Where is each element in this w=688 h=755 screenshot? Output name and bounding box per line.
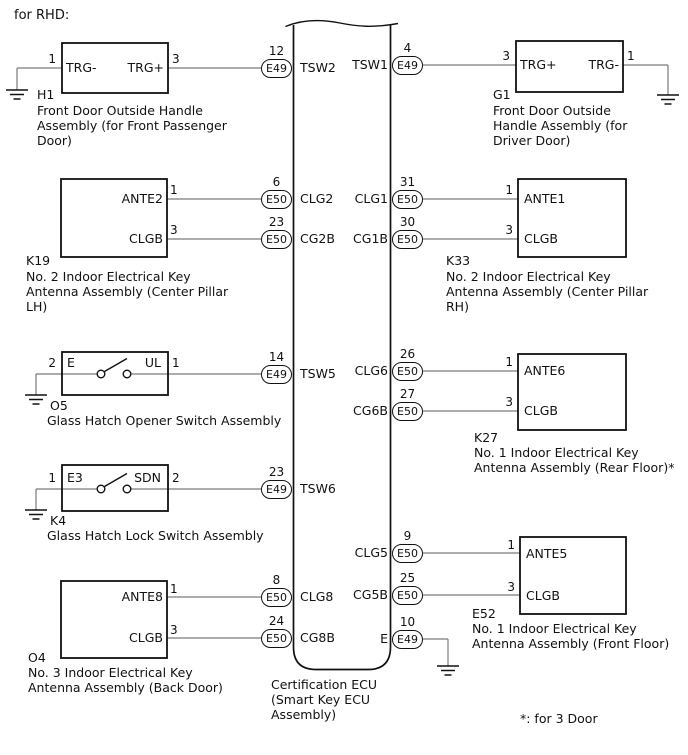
terminal-label: TRG+ — [127, 60, 164, 75]
component-name: No. 3 Indoor Electrical Key — [28, 665, 193, 680]
ecu-signal: CLG5 — [354, 545, 388, 560]
ecu-signal: CG6B — [353, 403, 388, 418]
terminal-label: ANTE1 — [524, 191, 566, 206]
component-name: Antenna Assembly (Center Pillar — [446, 284, 649, 299]
terminal-pin: 3 — [172, 52, 180, 66]
component-id: K27 — [474, 430, 499, 445]
ecu-signal: CLG1 — [354, 191, 388, 206]
terminal-label: E — [67, 355, 75, 370]
component-name: Glass Hatch Opener Switch Assembly — [47, 413, 282, 428]
pin-number: 23 — [268, 215, 285, 229]
connector-badge: E50 — [261, 588, 292, 607]
connector-badge: E49 — [392, 630, 423, 649]
connector-badge: E50 — [392, 190, 423, 209]
terminal-pin: 1 — [172, 356, 180, 370]
terminal-pin: 3 — [507, 580, 515, 594]
ecu-signal: CG5B — [353, 587, 388, 602]
terminal-label: ANTE6 — [524, 363, 566, 378]
pin-number: 14 — [268, 350, 285, 364]
connector-badge: E49 — [261, 480, 292, 499]
pin-number: 25 — [399, 571, 416, 585]
connector-badge: E50 — [392, 230, 423, 249]
terminal-label: ANTE5 — [526, 546, 568, 561]
footnote: *: for 3 Door — [520, 711, 598, 726]
ecu-signal: CG1B — [353, 231, 388, 246]
component-id: K33 — [446, 253, 471, 268]
component-name: Assembly (for Front Passenger — [37, 118, 227, 133]
ecu-signal: CG2B — [300, 231, 335, 246]
ground-icon — [25, 395, 47, 404]
pin-number: 30 — [399, 215, 416, 229]
terminal-pin: 3 — [170, 223, 178, 237]
ecu-signal: TSW6 — [300, 481, 336, 496]
pin-number: 27 — [399, 387, 416, 401]
ground-icon — [657, 95, 679, 104]
component-name: RH) — [446, 299, 469, 314]
connector-badge: E50 — [392, 544, 423, 563]
terminal-pin: 1 — [627, 49, 635, 63]
ecu-outline — [294, 25, 391, 670]
component-name: No. 2 Indoor Electrical Key — [26, 269, 191, 284]
ecu-signal: TSW5 — [300, 366, 336, 381]
terminal-pin: 2 — [172, 471, 180, 485]
terminal-pin: 1 — [507, 538, 515, 552]
terminal-label: CLGB — [524, 231, 558, 246]
connector-badge: E50 — [261, 190, 292, 209]
terminal-label: TRG- — [66, 60, 97, 75]
component-id: O5 — [50, 398, 68, 413]
pin-number: 31 — [399, 175, 416, 189]
terminal-label: TRG- — [588, 57, 619, 72]
component-name: Door) — [37, 133, 72, 148]
ecu-signal: CLG2 — [300, 191, 334, 206]
component-name: Antenna Assembly (Back Door) — [28, 680, 223, 695]
connector-badge: E50 — [392, 586, 423, 605]
connector-badge: E49 — [261, 365, 292, 384]
ground-icon — [6, 90, 28, 99]
component-name: Driver Door) — [493, 133, 571, 148]
component-id: K19 — [26, 253, 51, 268]
pin-number: 8 — [272, 573, 281, 587]
connector-badge: E50 — [261, 230, 292, 249]
component-id: K4 — [50, 513, 67, 528]
ecu-break-line — [286, 20, 399, 26]
terminal-pin: 1 — [505, 355, 513, 369]
terminal-label: TRG+ — [520, 57, 557, 72]
ecu-signal: TSW1 — [352, 57, 388, 72]
component-name: Front Door Outside — [493, 103, 611, 118]
terminal-label: UL — [144, 355, 161, 370]
component-name: Glass Hatch Lock Switch Assembly — [47, 528, 264, 543]
component-name: Handle Assembly (for — [493, 118, 628, 133]
component-name: Antenna Assembly (Front Floor) — [472, 636, 670, 651]
connector-badge: E49 — [261, 59, 292, 78]
terminal-pin: 3 — [505, 223, 513, 237]
component-name: Front Door Outside Handle — [37, 103, 203, 118]
ecu-signal: CLG6 — [354, 363, 388, 378]
terminal-label: CLGB — [526, 588, 560, 603]
ecu-label: (Smart Key ECU — [271, 692, 371, 707]
pin-number: 10 — [399, 615, 416, 629]
component-name: No. 2 Indoor Electrical Key — [446, 269, 611, 284]
pin-number: 6 — [272, 175, 281, 189]
terminal-label: E3 — [67, 470, 83, 485]
connector-badge: E50 — [261, 629, 292, 648]
component-name: No. 1 Indoor Electrical Key — [472, 621, 637, 636]
component-id: O4 — [28, 650, 46, 665]
terminal-label: ANTE2 — [121, 191, 163, 206]
terminal-label: SDN — [134, 470, 161, 485]
connector-badge: E50 — [392, 362, 423, 381]
terminal-label: CLGB — [524, 403, 558, 418]
pin-number: 9 — [403, 529, 412, 543]
component-name: Antenna Assembly (Center Pillar — [26, 284, 229, 299]
terminal-label: CLGB — [129, 231, 163, 246]
ecu-signal: CLG8 — [300, 589, 334, 604]
terminal-pin: 1 — [48, 52, 56, 66]
component-name: No. 1 Indoor Electrical Key — [474, 445, 639, 460]
component-name: Antenna Assembly (Rear Floor)* — [474, 460, 675, 475]
terminal-pin: 2 — [48, 356, 56, 370]
ground-icon — [25, 510, 47, 519]
pin-number: 26 — [399, 347, 416, 361]
pin-number: 24 — [268, 614, 285, 628]
ecu-label: Assembly) — [271, 707, 337, 722]
terminal-pin: 1 — [170, 582, 178, 596]
pin-number: 23 — [268, 465, 285, 479]
terminal-pin: 1 — [505, 183, 513, 197]
terminal-pin: 3 — [505, 395, 513, 409]
pin-number: 4 — [403, 41, 412, 55]
page-title: for RHD: — [14, 8, 70, 23]
component-name: LH) — [26, 299, 48, 314]
terminal-pin: 3 — [170, 623, 178, 637]
ecu-signal: CG8B — [300, 630, 335, 645]
ecu-signal: E — [380, 631, 388, 646]
component-id: E52 — [472, 606, 496, 621]
connector-badge: E50 — [392, 402, 423, 421]
terminal-pin: 1 — [170, 183, 178, 197]
terminal-label: ANTE8 — [121, 589, 163, 604]
component-id: G1 — [493, 87, 511, 102]
component-id: H1 — [37, 87, 55, 102]
pin-number: 12 — [268, 44, 285, 58]
terminal-pin: 1 — [48, 471, 56, 485]
terminal-pin: 3 — [502, 49, 510, 63]
connector-badge: E49 — [392, 56, 423, 75]
ground-icon — [437, 666, 459, 675]
terminal-label: CLGB — [129, 630, 163, 645]
ecu-label: Certification ECU — [271, 677, 378, 692]
ecu-signal: TSW2 — [300, 60, 336, 75]
